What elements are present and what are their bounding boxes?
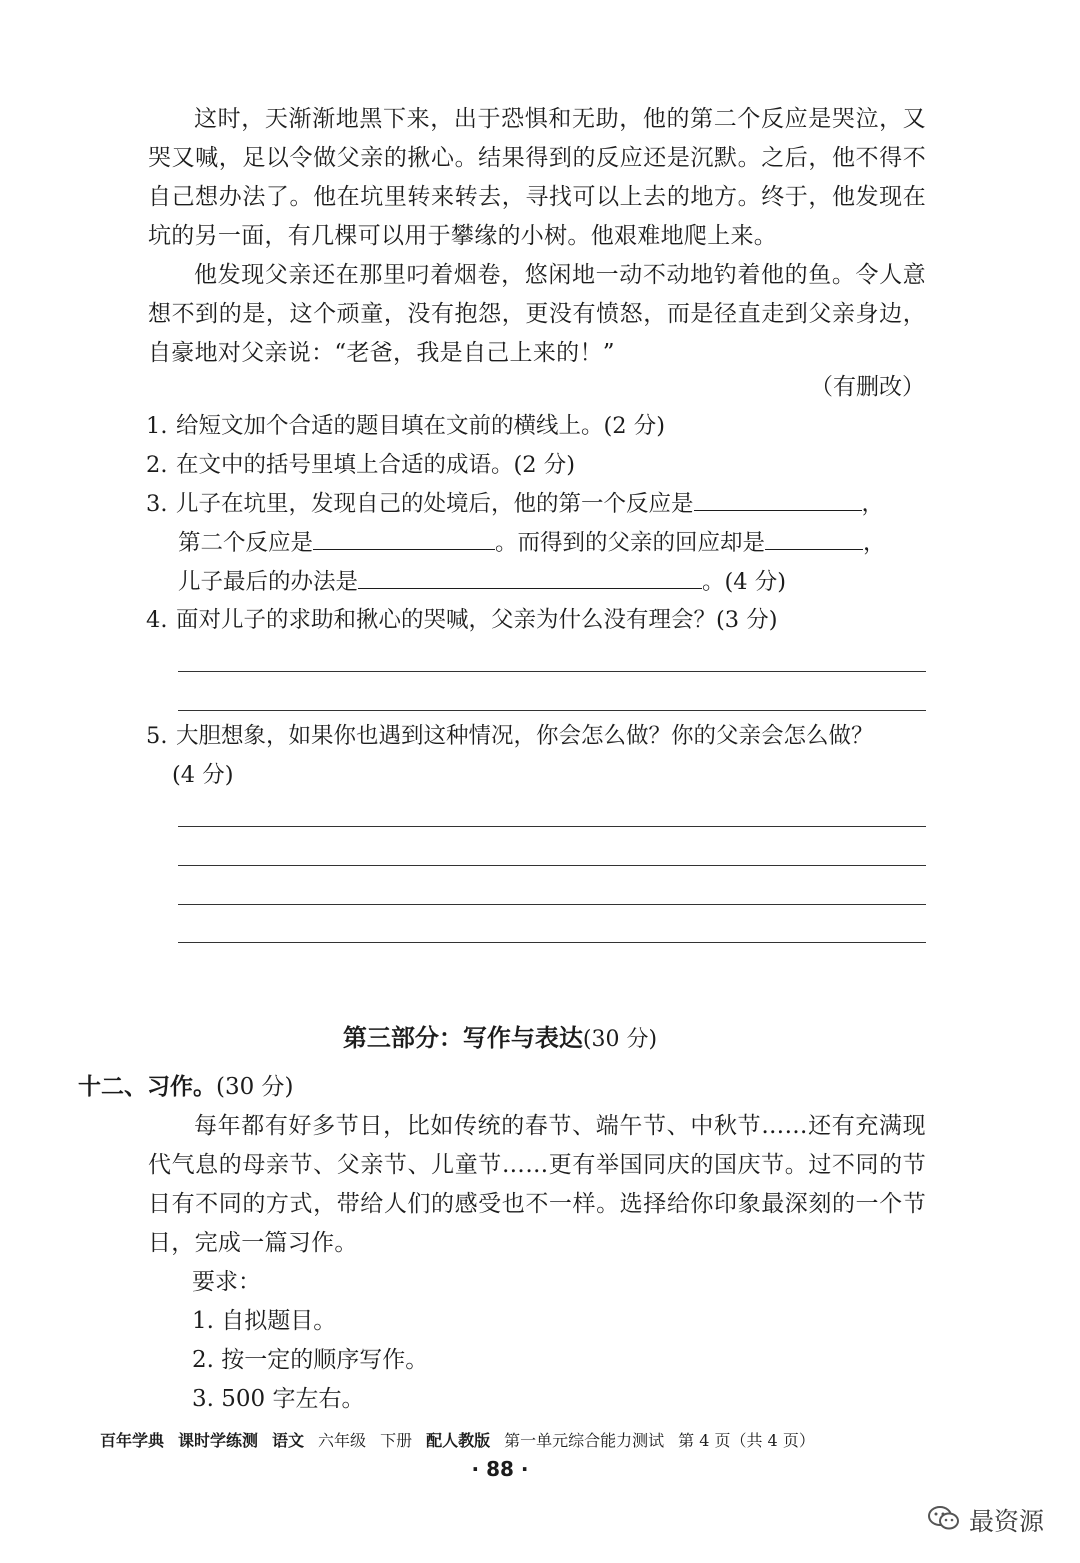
requirements-title: 要求： — [192, 1269, 261, 1295]
page-number: · 88 · — [471, 1457, 529, 1481]
question-number: 2. — [146, 452, 168, 478]
question-text: 给短文加个合适的题目填在文前的横线上。(2 分) — [176, 413, 666, 439]
requirement-3: 3. 500 字左右。 — [192, 1386, 365, 1412]
question-3-line-3 — [178, 563, 786, 602]
punctuation: ， — [861, 491, 885, 517]
footer-subject: 语文 — [272, 1431, 305, 1450]
question-4 — [146, 601, 778, 640]
requirement-2: 2. 按一定的顺序写作。 — [192, 1347, 429, 1373]
footer-brand: 百年学典 — [100, 1431, 165, 1450]
passage-paragraph-1: 这时，天渐渐地黑下来，出于恐惧和无助，他的第二个反应是哭泣，又哭又喊，足以令做父亲的揪心。结果得到的反应还是沉默。之后，他不得不自己想办法了。他在坑里转来转去，寻找可以上去的地方。终于，他发现在坑的另一面，有几棵可以用于攀缘的小树。他艰难地爬上来。 — [148, 106, 926, 249]
footer-test-name: 第一单元综合能力测试 — [504, 1431, 665, 1450]
question-text: 大胆想象，如果你也遇到这种情况，你会怎么做？你的父亲会怎么做？ — [176, 723, 874, 749]
requirement-1: 1. 自拟题目。 — [192, 1308, 337, 1334]
question-2 — [146, 446, 575, 485]
question-text: 儿子在坑里，发现自己的处境后，他的第一个反应是 — [176, 491, 694, 517]
section-title-text: 第三部分：写作与表达 — [342, 1024, 583, 1052]
question-5 — [146, 717, 874, 756]
question-3-line-1 — [146, 485, 884, 524]
answer-line[interactable] — [178, 942, 926, 943]
answer-line[interactable] — [178, 710, 926, 711]
question-text: 。(4 分) — [702, 569, 787, 595]
question-12-heading — [78, 1068, 294, 1107]
question-number: 4. — [146, 607, 168, 633]
question-number: 1. — [146, 413, 168, 439]
answer-line[interactable] — [178, 826, 926, 827]
fill-blank-father-response[interactable] — [765, 527, 863, 550]
footer-volume: 下册 — [380, 1431, 413, 1450]
question-12-label: 十二、习作。 — [78, 1074, 216, 1100]
question-text: 儿子最后的办法是 — [178, 569, 359, 595]
question-1 — [146, 407, 665, 446]
question-12-points: (30 分) — [216, 1074, 294, 1100]
question-text: 面对儿子的求助和揪心的哭喊，父亲为什么没有理会？(3 分) — [176, 607, 778, 633]
footer-edition: 配人教版 — [426, 1431, 491, 1450]
footer-grade: 六年级 — [318, 1431, 367, 1450]
watermark — [927, 1502, 1044, 1538]
answer-line[interactable] — [178, 904, 926, 905]
question-3-line-2 — [178, 524, 886, 563]
question-text: 第二个反应是 — [178, 530, 314, 556]
writing-prompt: 每年都有好多节日，比如传统的春节、端午节、中秋节……还有充满现代气息的母亲节、父亲节、儿童节……更有举国同庆的国庆节。过不同的节日有不同的方式，带给人们的感受也不一样。选择给你印象最深刻的一个节日，完成一篇习作。 — [148, 1113, 926, 1256]
passage-paragraph-2: 他发现父亲还在那里叼着烟卷，悠闲地一动不动地钓着他的鱼。令人意想不到的是，这个顽童，没有抱怨，更没有愤怒，而是径直走到父亲身边，自豪地对父亲说：“老爸，我是自己上来的！” — [148, 262, 926, 366]
punctuation: ， — [863, 530, 886, 556]
question-number: 3. — [146, 491, 168, 517]
question-text: 在文中的括号里填上合适的成语。(2 分) — [176, 452, 576, 478]
question-number: 5. — [146, 723, 168, 749]
answer-line[interactable] — [178, 671, 926, 672]
wechat-icon — [927, 1504, 961, 1536]
question-text: 。而得到的父亲的回应却是 — [495, 530, 766, 556]
footer-page-info: 第 4 页（共 4 页） — [678, 1431, 815, 1450]
question-5-points: (4 分) — [172, 762, 234, 788]
section-points: (30 分) — [582, 1027, 658, 1052]
fill-blank-final-solution[interactable] — [358, 566, 702, 589]
footer-series: 课时学练测 — [178, 1431, 259, 1450]
fill-blank-second-reaction[interactable] — [313, 527, 495, 550]
section-3-title — [0, 1020, 1000, 1058]
watermark-text: 最资源 — [968, 1507, 1044, 1536]
fill-blank-first-reaction[interactable] — [694, 488, 862, 511]
answer-line[interactable] — [178, 865, 926, 866]
source-note: （有删改） — [810, 374, 925, 400]
page-footer — [100, 1430, 829, 1452]
